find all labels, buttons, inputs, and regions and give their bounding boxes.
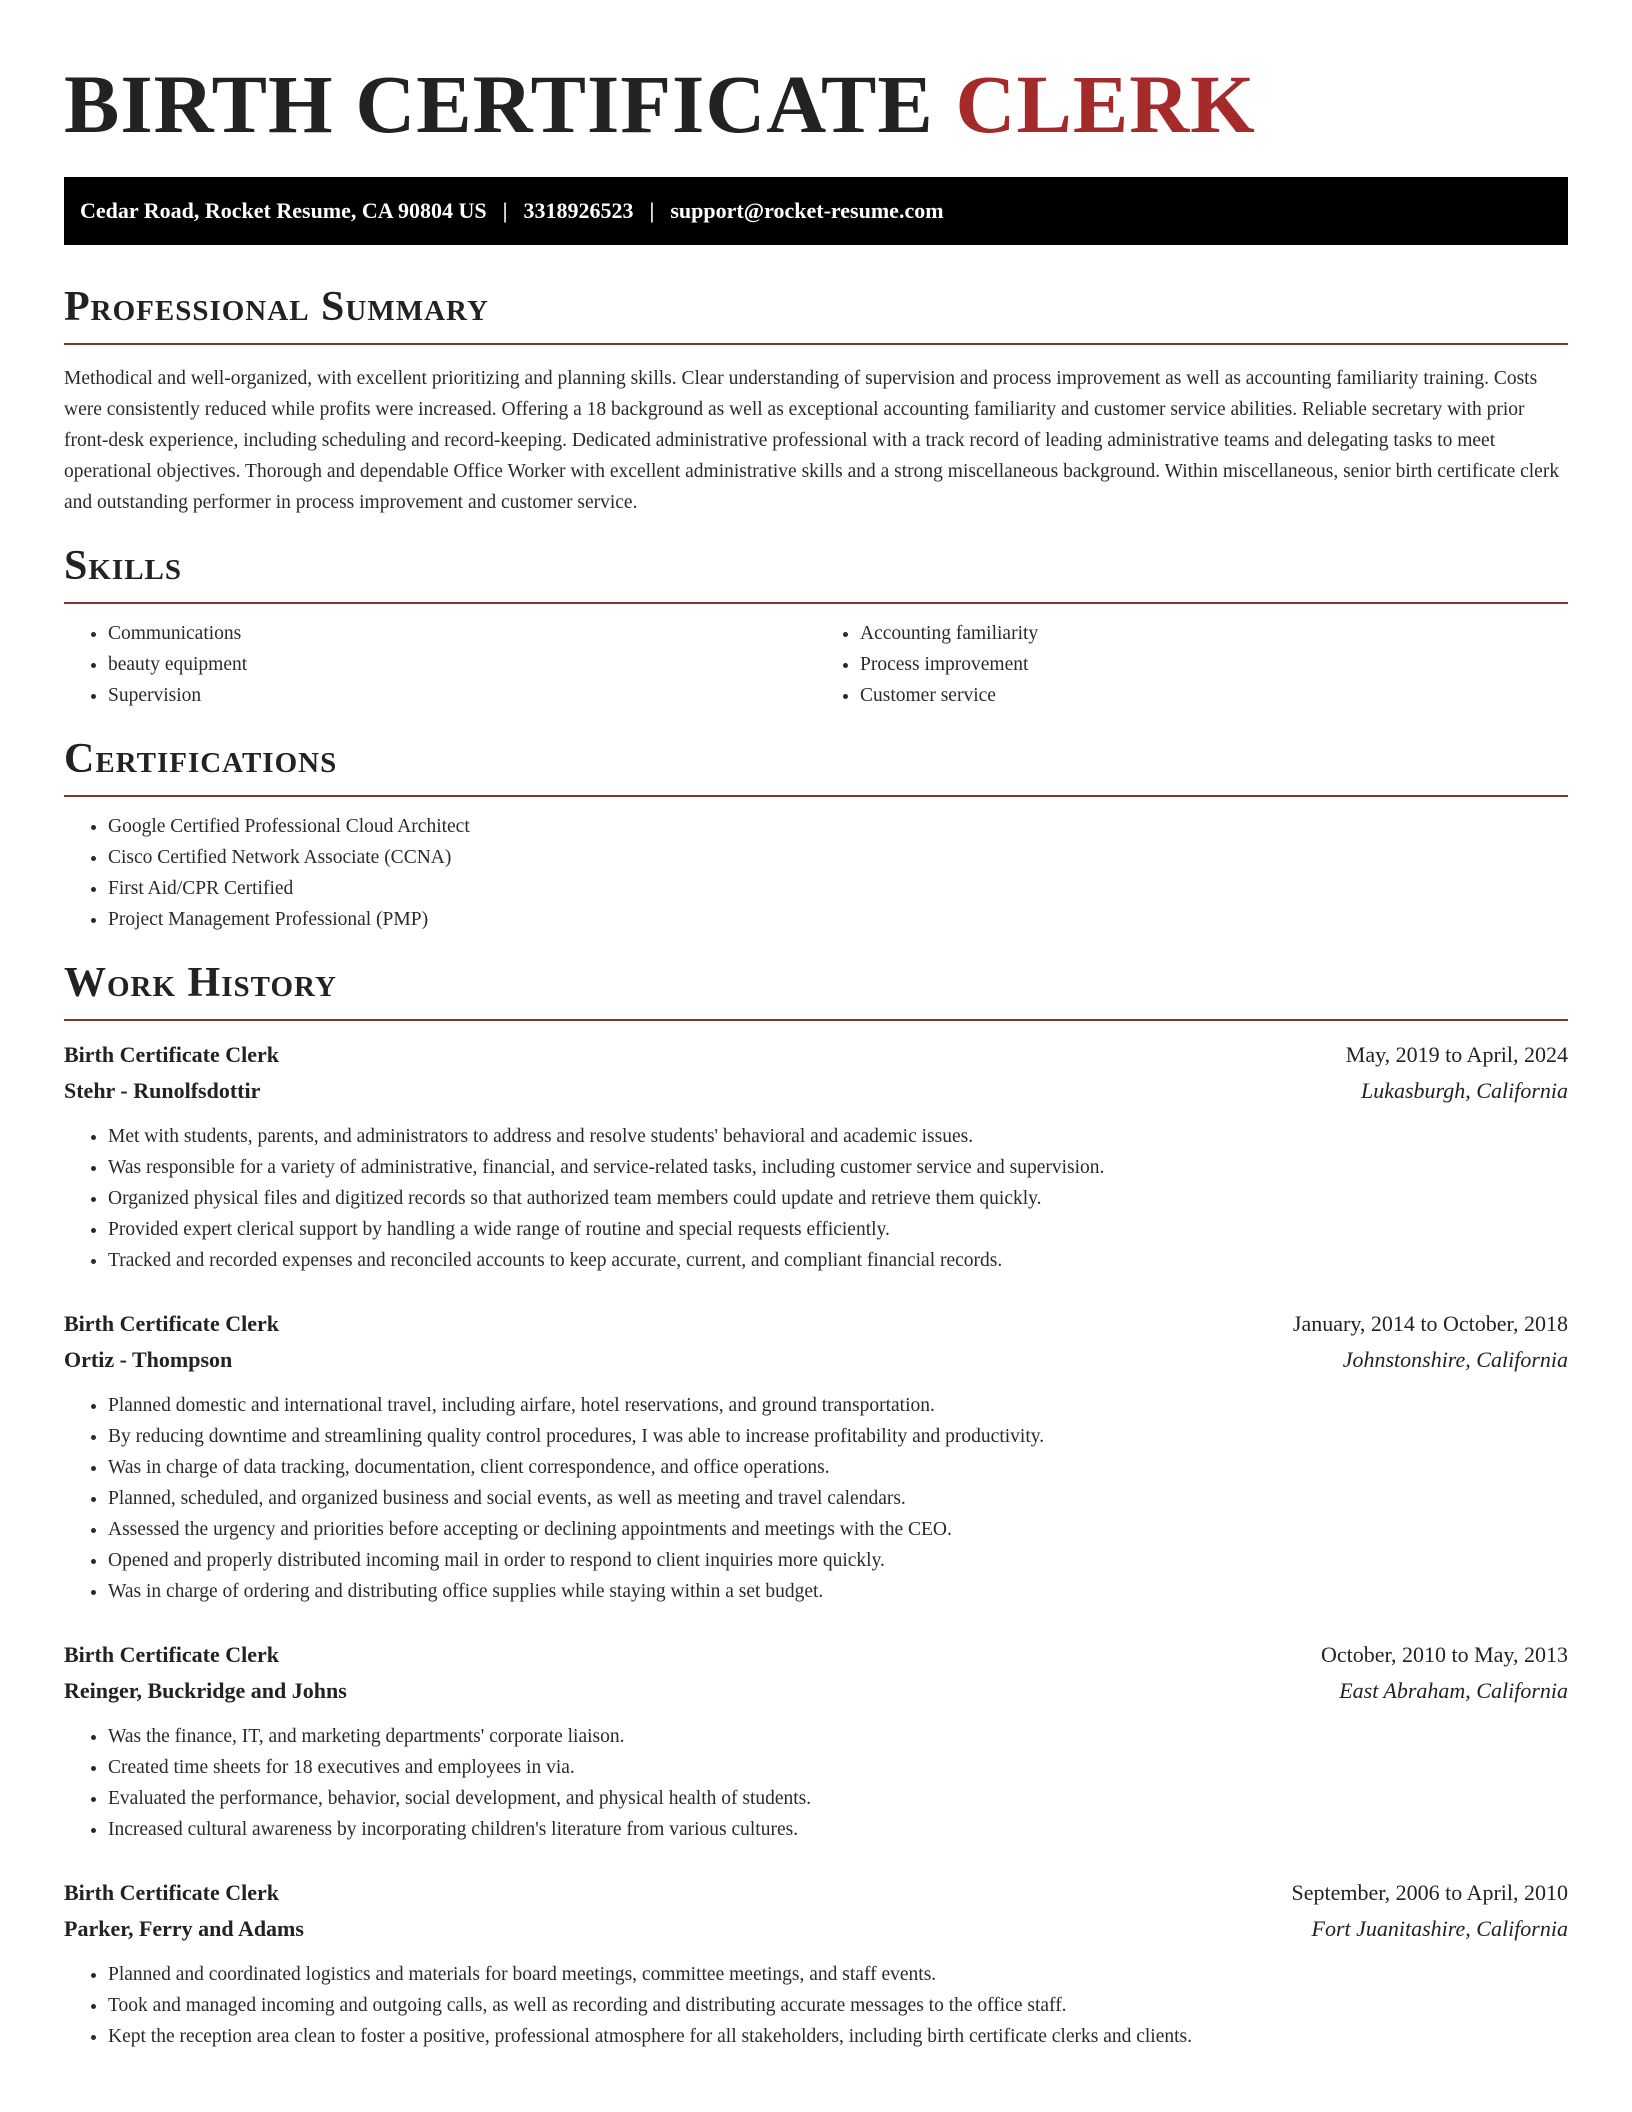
summary-heading: Professional Summary <box>64 284 489 330</box>
skills-list-left <box>64 618 816 711</box>
certifications-heading: Certifications <box>64 736 338 782</box>
summary-text: Methodical and well-organized, with excellent prioritizing and planning skills. Clear understanding of supervision and process improvement as well as accounting familiarity training. Costs were consistently reduced while profits were increased. Offering a 18 background as well as exceptional accounting familiarity and customer service abilities. Reliable secretary with prior front-desk experience, including scheduling and record-keeping. Dedicated administrative professional with a track record of leading administrative teams and delegating tasks to meet operational objectives. Thorough and dependable Office Worker with excellent administrative skills and a strong miscellaneous background. Within miscellaneous, senior birth certificate clerk and outstanding performer in process improvement and customer service. <box>64 368 1560 513</box>
job-bullet: • Assessed the urgency and priorities before accepting or declining appointments and meetings with the CEO. <box>108 1514 1568 1545</box>
job-entry <box>64 1037 1568 1276</box>
contact-separator: | <box>502 198 508 223</box>
skills-grid <box>64 604 1568 711</box>
job-company: Ortiz - Thompson <box>64 1347 233 1372</box>
skill-item: • Customer service <box>860 680 1568 711</box>
job-bullet: • By reducing downtime and streamlining quality control procedures, I was able to increase profitability and productivity. <box>108 1421 1568 1452</box>
certifications-list <box>64 811 1568 935</box>
job-bullets <box>64 1721 1568 1845</box>
job-title: Birth Certificate Clerk <box>64 1042 280 1067</box>
name-title-part: BIRTH CERTIFICATE <box>64 58 934 150</box>
job-bullet: • Tracked and recorded expenses and reconciled accounts to keep accurate, current, and compliant financial records. <box>108 1245 1568 1276</box>
certification-item: • Project Management Professional (PMP) <box>108 904 1568 935</box>
job-bullet: • Organized physical files and digitized records so that authorized team members could update and retrieve them quickly. <box>108 1183 1568 1214</box>
skill-item: • Communications <box>108 618 816 649</box>
job-bullet: • Created time sheets for 18 executives and employees in via. <box>108 1752 1568 1783</box>
section-divider <box>64 343 1568 345</box>
job-bullet: • Was responsible for a variety of administrative, financial, and service-related tasks, including customer service and supervision. <box>108 1152 1568 1183</box>
certifications-section <box>64 733 1568 935</box>
job-company: Parker, Ferry and Adams <box>64 1916 304 1941</box>
candidate-name <box>64 0 1568 150</box>
certification-item: • Cisco Certified Network Associate (CCNA) <box>108 842 1568 873</box>
job-company: Stehr - Runolfsdottir <box>64 1078 261 1103</box>
work-history-section <box>64 957 1568 2052</box>
job-bullets <box>64 1959 1568 2052</box>
work-history-heading: Work History <box>64 960 337 1006</box>
job-title: Birth Certificate Clerk <box>64 1642 280 1667</box>
job-dates: September, 2006 to April, 2010 <box>1291 1880 1568 1905</box>
job-dates: October, 2010 to May, 2013 <box>1321 1642 1568 1667</box>
job-location: East Abraham, California <box>1339 1678 1568 1703</box>
job-bullet: • Increased cultural awareness by incorporating children's literature from various cultures. <box>108 1814 1568 1845</box>
skill-item: • Process improvement <box>860 649 1568 680</box>
job-bullet: • Was the finance, IT, and marketing departments' corporate liaison. <box>108 1721 1568 1752</box>
job-bullet: • Was in charge of data tracking, documentation, client correspondence, and office operations. <box>108 1452 1568 1483</box>
skills-list-right <box>816 618 1568 711</box>
skill-item: • beauty equipment <box>108 649 816 680</box>
skills-section <box>64 540 1568 711</box>
job-bullets <box>64 1390 1568 1607</box>
job-dates: January, 2014 to October, 2018 <box>1292 1311 1568 1336</box>
job-bullet: • Opened and properly distributed incoming mail in order to respond to client inquiries more quickly. <box>108 1545 1568 1576</box>
job-bullet: • Met with students, parents, and administrators to address and resolve students' behavioral and academic issues. <box>108 1121 1568 1152</box>
job-bullet: • Evaluated the performance, behavior, social development, and physical health of students. <box>108 1783 1568 1814</box>
job-bullet: • Planned domestic and international travel, including airfare, hotel reservations, and ground transportation. <box>108 1390 1568 1421</box>
job-bullet: • Kept the reception area clean to foster a positive, professional atmosphere for all stakeholders, including birth certificate clerks and clients. <box>108 2021 1568 2052</box>
summary-section <box>64 281 1568 518</box>
job-bullets <box>64 1121 1568 1276</box>
job-entry <box>64 1306 1568 1607</box>
job-bullet: • Was in charge of ordering and distributing office supplies while staying within a set budget. <box>108 1576 1568 1607</box>
skills-heading: Skills <box>64 543 183 589</box>
contact-address: Cedar Road, Rocket Resume, CA 90804 US <box>80 198 487 223</box>
contact-bar <box>64 177 1568 245</box>
job-dates: May, 2019 to April, 2024 <box>1345 1042 1568 1067</box>
job-location: Lukasburgh, California <box>1361 1078 1568 1103</box>
job-bullet: • Planned, scheduled, and organized business and social events, as well as meeting and travel calendars. <box>108 1483 1568 1514</box>
job-bullet: • Took and managed incoming and outgoing calls, as well as recording and distributing accurate messages to the office staff. <box>108 1990 1568 2021</box>
contact-email[interactable]: support@rocket-resume.com <box>670 198 944 223</box>
skill-item: • Supervision <box>108 680 816 711</box>
job-title: Birth Certificate Clerk <box>64 1311 280 1336</box>
section-divider <box>64 1019 1568 1021</box>
job-entry <box>64 1637 1568 1845</box>
section-divider <box>64 795 1568 797</box>
contact-phone[interactable]: 3318926523 <box>523 198 634 223</box>
certification-item: • First Aid/CPR Certified <box>108 873 1568 904</box>
job-location: Johnstonshire, California <box>1342 1347 1568 1372</box>
certification-item: • Google Certified Professional Cloud Architect <box>108 811 1568 842</box>
job-company: Reinger, Buckridge and Johns <box>64 1678 347 1703</box>
name-accent-part: CLERK <box>955 58 1256 150</box>
job-entry <box>64 1875 1568 2052</box>
job-bullet: • Planned and coordinated logistics and materials for board meetings, committee meetings, and staff events. <box>108 1959 1568 1990</box>
job-title: Birth Certificate Clerk <box>64 1880 280 1905</box>
job-bullet: • Provided expert clerical support by handling a wide range of routine and special requests efficiently. <box>108 1214 1568 1245</box>
job-location: Fort Juanitashire, California <box>1311 1916 1568 1941</box>
skill-item: • Accounting familiarity <box>860 618 1568 649</box>
contact-separator: | <box>649 198 655 223</box>
